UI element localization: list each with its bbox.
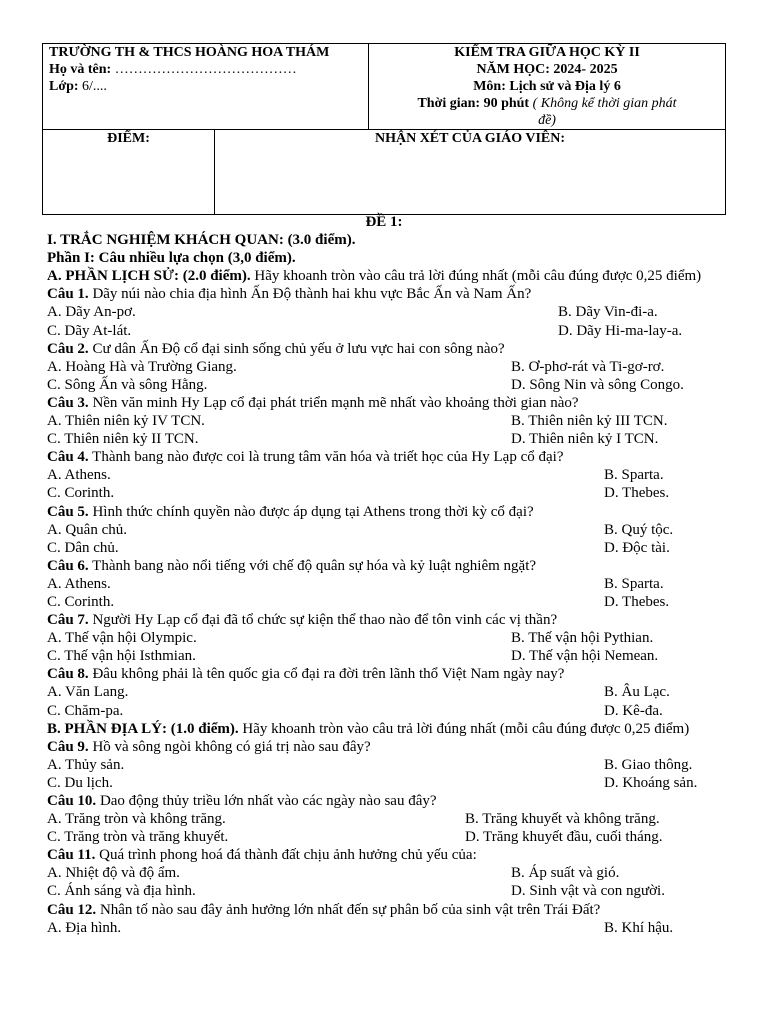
option-row — [47, 466, 721, 484]
option-row — [47, 864, 721, 882]
question-item — [47, 792, 721, 846]
option-row — [47, 303, 721, 321]
option-d: D. Sinh vật và con người. — [511, 883, 665, 900]
option-b: B. Khí hậu. — [604, 919, 674, 936]
option-row — [47, 376, 721, 394]
question-stem — [47, 503, 721, 521]
option-d: D. Khoáng sản. — [604, 774, 698, 791]
option-c: C. Ánh sáng và địa hình. — [47, 883, 196, 900]
exam-title: KIỂM TRA GIỮA HỌC KỲ II — [454, 45, 640, 60]
question-text: Thành bang nào được coi là trung tâm văn hóa và triết học của Hy Lạp cổ đại? — [88, 449, 564, 466]
question-text: Thành bang nào nổi tiếng với chế độ quân sự hóa và kỷ luật nghiêm ngặt? — [88, 557, 537, 574]
option-b: B. Sparta. — [604, 575, 664, 592]
question-text: Đâu không phải là tên quốc gia cổ đại ra đời trên lãnh thổ Việt Nam ngày nay? — [88, 666, 565, 683]
option-b: B. Giao thông. — [604, 756, 693, 773]
question-number: Câu 10. — [47, 793, 97, 809]
part-title: Phần I: Câu nhiều lựa chọn (3,0 điểm). — [47, 250, 296, 267]
option-row — [47, 521, 721, 539]
option-row — [47, 358, 721, 376]
question-item — [47, 901, 721, 937]
part-a-title: A. PHẦN LỊCH SỬ: (2.0 điểm). — [47, 268, 251, 285]
option-row — [47, 647, 721, 665]
history-questions — [47, 285, 721, 719]
option-d: D. Sông Nin và sông Congo. — [511, 376, 684, 393]
question-number: Câu 5. — [47, 503, 89, 520]
question-text: Người Hy Lạp cổ đại đã tổ chức sự kiện thể thao nào để tôn vinh các vị thần? — [88, 612, 558, 629]
question-stem — [47, 665, 721, 683]
comment-cell — [215, 130, 726, 215]
option-c: C. Sông Ấn và sông Hằng. — [47, 376, 208, 393]
question-number: Câu 6. — [47, 557, 89, 574]
question-text: Dãy núi nào chia địa hình Ấn Độ thành hai khu vực Bắc Ấn và Nam Ấn? — [88, 286, 532, 303]
question-text: Hình thức chính quyền nào được áp dụng tại Athens trong thời kỳ cổ đại? — [88, 503, 534, 520]
question-text: Quá trình phong hoá đá thành đất chịu ảnh hưởng chủ yếu của: — [95, 847, 477, 864]
time-line — [369, 95, 725, 129]
option-row — [47, 919, 721, 937]
question-number: Câu 1. — [47, 286, 89, 303]
option-row — [47, 575, 721, 593]
part-a-instruction: Hãy khoanh tròn vào câu trả lời đúng nhất (mỗi câu đúng được 0,25 điểm) — [250, 268, 702, 285]
part-b-heading — [47, 720, 721, 738]
question-stem — [47, 901, 721, 919]
question-number: Câu 9. — [47, 738, 89, 755]
class-line — [49, 78, 362, 95]
option-a: A. Dãy An-pơ. — [47, 304, 136, 321]
question-item — [47, 611, 721, 665]
question-item — [47, 503, 721, 557]
class-value: 6/.... — [78, 79, 107, 94]
question-text: Nền văn minh Hy Lạp cổ đại phát triển mạnh mẽ nhất vào khoảng thời gian nào? — [88, 394, 579, 411]
question-text: Nhân tố nào sau đây ảnh hưởng lớn nhất đến sự phân bố của sinh vật trên Trái Đất? — [96, 901, 601, 918]
option-a: A. Thế vận hội Olympic. — [47, 630, 197, 647]
exam-code: ĐỀ 1: — [365, 214, 403, 230]
option-b: B. Sparta. — [604, 467, 664, 484]
option-row — [47, 756, 721, 774]
question-item — [47, 394, 721, 448]
subject: Môn: Lịch sử và Địa lý 6 — [473, 79, 621, 94]
question-stem — [47, 738, 721, 756]
question-number: Câu 2. — [47, 340, 89, 357]
option-a: A. Nhiệt độ và độ ẩm. — [47, 865, 180, 882]
option-b: B. Áp suất và gió. — [511, 865, 620, 882]
score-label: ĐIỂM: — [107, 131, 150, 146]
option-a: A. Địa hình. — [47, 919, 122, 936]
option-row — [47, 702, 721, 720]
question-number: Câu 7. — [47, 612, 89, 629]
option-row — [47, 322, 721, 340]
question-stem — [47, 611, 721, 629]
option-d: D. Trăng khuyết đầu, cuối tháng. — [465, 829, 663, 846]
question-item — [47, 448, 721, 502]
option-d: D. Kê-đa. — [604, 702, 663, 719]
student-name-dots: ………………………………… — [111, 62, 297, 77]
option-row — [47, 810, 721, 828]
exam-body — [47, 213, 721, 937]
option-row — [47, 412, 721, 430]
option-c: C. Trăng tròn và trăng khuyết. — [47, 829, 229, 846]
question-number: Câu 3. — [47, 394, 89, 411]
question-item — [47, 557, 721, 611]
question-item — [47, 665, 721, 719]
part-b-instruction: Hãy khoanh tròn vào câu trả lời đúng nhất (mỗi câu đúng được 0,25 điểm) — [238, 720, 690, 737]
option-row — [47, 683, 721, 701]
part-b-title: B. PHẦN ĐỊA LÝ: (1.0 điểm). — [47, 720, 239, 737]
question-item — [47, 738, 721, 792]
question-item — [47, 340, 721, 394]
option-c: C. Chăm-pa. — [47, 702, 124, 719]
question-stem — [47, 792, 721, 810]
option-a: A. Athens. — [47, 575, 111, 592]
question-number: Câu 8. — [47, 666, 89, 683]
option-d: D. Dãy Hi-ma-lay-a. — [558, 322, 683, 339]
option-c: C. Thiên niên kỷ II TCN. — [47, 431, 199, 448]
option-b: B. Thế vận hội Pythian. — [511, 630, 654, 647]
option-b: B. Ơ-phơ-rát và Ti-gơ-rơ. — [511, 358, 665, 375]
header-table — [42, 43, 726, 215]
question-stem — [47, 340, 721, 358]
option-row — [47, 484, 721, 502]
school-info-cell — [43, 44, 369, 130]
question-number: Câu 4. — [47, 449, 89, 466]
student-name-label: Họ và tên: — [49, 62, 112, 77]
option-b: B. Âu Lạc. — [604, 684, 670, 701]
score-cell — [43, 130, 215, 215]
option-c: C. Corinth. — [47, 593, 115, 610]
option-c: C. Corinth. — [47, 485, 115, 502]
question-number: Câu 12. — [47, 901, 97, 918]
comment-label: NHẬN XÉT CỦA GIÁO VIÊN: — [374, 131, 566, 146]
option-a: A. Thủy sản. — [47, 756, 125, 773]
question-stem — [47, 285, 721, 303]
question-stem — [47, 448, 721, 466]
option-b: B. Thiên niên kỷ III TCN. — [511, 413, 668, 430]
question-item — [47, 285, 721, 339]
student-name-line — [49, 61, 362, 78]
option-d: D. Thebes. — [604, 593, 670, 610]
option-row — [47, 882, 721, 900]
part-a-heading — [47, 267, 721, 285]
option-a: A. Quân chủ. — [47, 521, 127, 538]
option-a: A. Thiên niên kỷ IV TCN. — [47, 413, 205, 430]
option-a: A. Athens. — [47, 467, 111, 484]
question-stem — [47, 394, 721, 412]
option-d: D. Thế vận hội Nemean. — [511, 648, 659, 665]
option-a: A. Văn Lang. — [47, 684, 129, 701]
option-c: C. Dân chủ. — [47, 539, 119, 556]
option-c: C. Dãy At-lát. — [47, 322, 132, 339]
question-text: Cư dân Ấn Độ cổ đại sinh sống chủ yếu ở lưu vực hai con sông nào? — [88, 340, 505, 357]
question-item — [47, 846, 721, 900]
class-label: Lớp: — [49, 79, 79, 94]
question-number: Câu 11. — [47, 847, 96, 864]
option-d: D. Thebes. — [604, 485, 670, 502]
option-c: C. Du lịch. — [47, 774, 113, 791]
option-row — [47, 828, 721, 846]
option-b: B. Trăng khuyết và không trăng. — [465, 811, 660, 828]
option-b: B. Dãy Vin-đi-a. — [558, 304, 658, 321]
option-d: D. Thiên niên kỷ I TCN. — [511, 431, 659, 448]
geography-questions — [47, 738, 721, 937]
question-stem — [47, 846, 721, 864]
option-c: C. Thế vận hội Isthmian. — [47, 648, 196, 665]
option-a: A. Hoàng Hà và Trường Giang. — [47, 358, 237, 375]
option-row — [47, 629, 721, 647]
option-row — [47, 539, 721, 557]
option-row — [47, 593, 721, 611]
time-label: Thời gian: 90 phút — [417, 96, 530, 111]
option-d: D. Độc tài. — [604, 539, 670, 556]
section-title: I. TRẮC NGHIỆM KHÁCH QUAN: (3.0 điểm). — [47, 232, 356, 249]
option-b: B. Quý tộc. — [604, 521, 674, 538]
option-row — [47, 430, 721, 448]
time-note: ( Không kể thời gian phát đề) — [529, 96, 677, 128]
exam-info-cell — [369, 44, 726, 130]
school-name: TRƯỜNG TH & THCS HOÀNG HOA THÁM — [49, 45, 330, 60]
question-stem — [47, 557, 721, 575]
school-year: NĂM HỌC: 2024- 2025 — [476, 62, 618, 77]
question-text: Hồ và sông ngòi không có giá trị nào sau đây? — [88, 738, 371, 755]
option-row — [47, 774, 721, 792]
question-text: Dao động thủy triều lớn nhất vào các ngày nào sau đây? — [96, 793, 437, 809]
option-a: A. Trăng tròn và không trăng. — [47, 811, 226, 828]
